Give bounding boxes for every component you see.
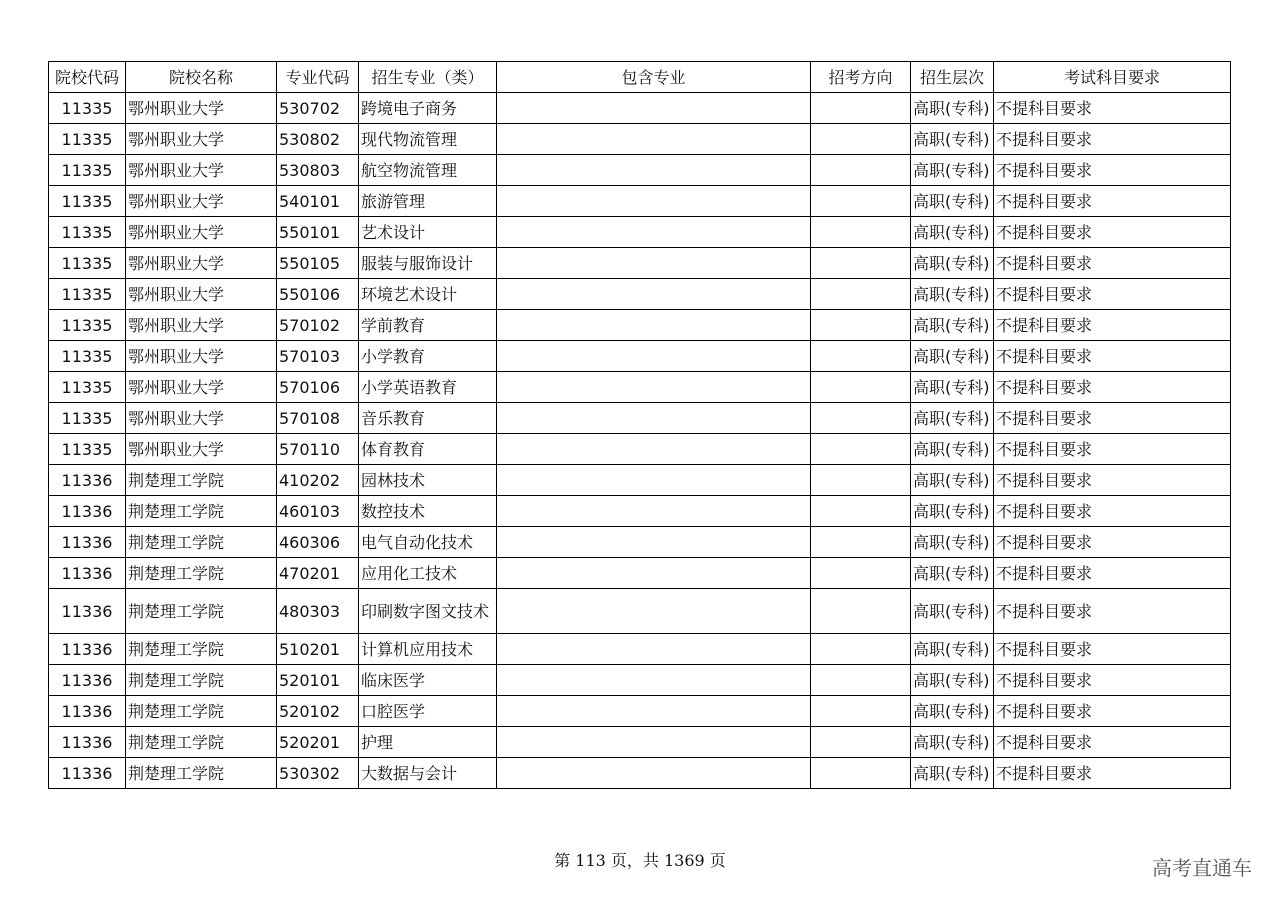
cell-major: 小学英语教育 — [359, 372, 497, 403]
cell-direction — [811, 93, 911, 124]
table-row — [49, 527, 1231, 558]
cell-direction — [811, 403, 911, 434]
cell-school-code: 11335 — [49, 403, 126, 434]
cell-major-code: 550106 — [277, 279, 359, 310]
cell-level: 高职(专科) — [911, 589, 994, 634]
cell-major: 航空物流管理 — [359, 155, 497, 186]
cell-included-majors — [497, 727, 811, 758]
cell-major-code: 550101 — [277, 217, 359, 248]
cell-school-name: 荆楚理工学院 — [126, 527, 277, 558]
cell-major-code: 550105 — [277, 248, 359, 279]
cell-level: 高职(专科) — [911, 279, 994, 310]
cell-school-name: 荆楚理工学院 — [126, 558, 277, 589]
cell-direction — [811, 634, 911, 665]
cell-major: 护理 — [359, 727, 497, 758]
cell-major: 园林技术 — [359, 465, 497, 496]
cell-included-majors — [497, 155, 811, 186]
cell-school-name: 鄂州职业大学 — [126, 155, 277, 186]
cell-subject-requirement: 不提科目要求 — [994, 527, 1231, 558]
cell-major-code: 570103 — [277, 341, 359, 372]
cell-major: 现代物流管理 — [359, 124, 497, 155]
header-school-name: 院校名称 — [126, 62, 277, 93]
cell-school-code: 11336 — [49, 465, 126, 496]
cell-school-code: 11336 — [49, 496, 126, 527]
cell-school-code: 11335 — [49, 248, 126, 279]
cell-school-name: 鄂州职业大学 — [126, 93, 277, 124]
cell-school-code: 11335 — [49, 155, 126, 186]
cell-school-name: 鄂州职业大学 — [126, 372, 277, 403]
cell-major-code: 570106 — [277, 372, 359, 403]
cell-level: 高职(专科) — [911, 217, 994, 248]
table-row — [49, 341, 1231, 372]
cell-school-name: 荆楚理工学院 — [126, 727, 277, 758]
cell-subject-requirement: 不提科目要求 — [994, 155, 1231, 186]
cell-included-majors — [497, 558, 811, 589]
cell-major: 印刷数字图文技术 — [359, 589, 497, 634]
cell-school-name: 鄂州职业大学 — [126, 310, 277, 341]
cell-school-name: 荆楚理工学院 — [126, 758, 277, 789]
cell-major-code: 470201 — [277, 558, 359, 589]
cell-school-name: 鄂州职业大学 — [126, 248, 277, 279]
cell-major-code: 570102 — [277, 310, 359, 341]
cell-included-majors — [497, 434, 811, 465]
cell-school-code: 11335 — [49, 310, 126, 341]
cell-school-code: 11336 — [49, 665, 126, 696]
header-major: 招生专业（类） — [359, 62, 497, 93]
cell-level: 高职(专科) — [911, 527, 994, 558]
cell-subject-requirement: 不提科目要求 — [994, 696, 1231, 727]
table-row — [49, 665, 1231, 696]
table-row — [49, 155, 1231, 186]
table-row — [49, 496, 1231, 527]
cell-subject-requirement: 不提科目要求 — [994, 248, 1231, 279]
cell-school-code: 11335 — [49, 279, 126, 310]
cell-major-code: 540101 — [277, 186, 359, 217]
table-row — [49, 758, 1231, 789]
cell-school-code: 11335 — [49, 217, 126, 248]
table-row — [49, 465, 1231, 496]
cell-level: 高职(专科) — [911, 758, 994, 789]
cell-school-code: 11335 — [49, 124, 126, 155]
cell-level: 高职(专科) — [911, 496, 994, 527]
cell-included-majors — [497, 124, 811, 155]
cell-major-code: 460103 — [277, 496, 359, 527]
cell-major: 小学教育 — [359, 341, 497, 372]
table-row — [49, 186, 1231, 217]
cell-school-name: 荆楚理工学院 — [126, 665, 277, 696]
cell-school-code: 11336 — [49, 727, 126, 758]
cell-school-name: 鄂州职业大学 — [126, 124, 277, 155]
page-footer: 第 113 页，共 1369 页 — [554, 851, 726, 870]
header-direction: 招考方向 — [811, 62, 911, 93]
cell-level: 高职(专科) — [911, 465, 994, 496]
cell-included-majors — [497, 634, 811, 665]
table-row — [49, 403, 1231, 434]
cell-major: 应用化工技术 — [359, 558, 497, 589]
cell-level: 高职(专科) — [911, 434, 994, 465]
admissions-table — [48, 61, 1231, 789]
cell-school-code: 11336 — [49, 527, 126, 558]
cell-major: 音乐教育 — [359, 403, 497, 434]
cell-direction — [811, 665, 911, 696]
cell-subject-requirement: 不提科目要求 — [994, 372, 1231, 403]
cell-school-name: 荆楚理工学院 — [126, 634, 277, 665]
cell-school-name: 鄂州职业大学 — [126, 341, 277, 372]
cell-school-name: 荆楚理工学院 — [126, 696, 277, 727]
cell-level: 高职(专科) — [911, 727, 994, 758]
cell-direction — [811, 589, 911, 634]
cell-included-majors — [497, 665, 811, 696]
cell-school-name: 鄂州职业大学 — [126, 434, 277, 465]
cell-included-majors — [497, 589, 811, 634]
cell-school-name: 鄂州职业大学 — [126, 186, 277, 217]
cell-included-majors — [497, 465, 811, 496]
cell-subject-requirement: 不提科目要求 — [994, 403, 1231, 434]
cell-school-code: 11335 — [49, 341, 126, 372]
cell-school-code: 11336 — [49, 589, 126, 634]
cell-subject-requirement: 不提科目要求 — [994, 310, 1231, 341]
cell-subject-requirement: 不提科目要求 — [994, 341, 1231, 372]
cell-subject-requirement: 不提科目要求 — [994, 217, 1231, 248]
cell-level: 高职(专科) — [911, 93, 994, 124]
cell-direction — [811, 248, 911, 279]
cell-subject-requirement: 不提科目要求 — [994, 465, 1231, 496]
cell-major: 大数据与会计 — [359, 758, 497, 789]
cell-major-code: 570108 — [277, 403, 359, 434]
cell-school-code: 11335 — [49, 186, 126, 217]
header-major-code: 专业代码 — [277, 62, 359, 93]
cell-school-code: 11335 — [49, 372, 126, 403]
table-row — [49, 248, 1231, 279]
table-row — [49, 696, 1231, 727]
cell-school-code: 11336 — [49, 634, 126, 665]
cell-major-code: 520101 — [277, 665, 359, 696]
cell-direction — [811, 527, 911, 558]
cell-direction — [811, 496, 911, 527]
cell-level: 高职(专科) — [911, 124, 994, 155]
cell-direction — [811, 341, 911, 372]
cell-major: 学前教育 — [359, 310, 497, 341]
cell-direction — [811, 124, 911, 155]
header-included-majors: 包含专业 — [497, 62, 811, 93]
cell-school-code: 11335 — [49, 434, 126, 465]
cell-direction — [811, 155, 911, 186]
cell-direction — [811, 186, 911, 217]
cell-school-name: 荆楚理工学院 — [126, 496, 277, 527]
table-row — [49, 727, 1231, 758]
table-row — [49, 589, 1231, 634]
cell-included-majors — [497, 93, 811, 124]
cell-included-majors — [497, 310, 811, 341]
cell-level: 高职(专科) — [911, 665, 994, 696]
cell-major-code: 460306 — [277, 527, 359, 558]
cell-direction — [811, 465, 911, 496]
cell-subject-requirement: 不提科目要求 — [994, 93, 1231, 124]
header-school-code: 院校代码 — [49, 62, 126, 93]
cell-direction — [811, 758, 911, 789]
cell-subject-requirement: 不提科目要求 — [994, 665, 1231, 696]
cell-included-majors — [497, 186, 811, 217]
cell-major: 服装与服饰设计 — [359, 248, 497, 279]
cell-level: 高职(专科) — [911, 558, 994, 589]
cell-school-code: 11336 — [49, 558, 126, 589]
cell-major-code: 530803 — [277, 155, 359, 186]
cell-major-code: 530802 — [277, 124, 359, 155]
cell-subject-requirement: 不提科目要求 — [994, 186, 1231, 217]
header-row — [49, 62, 1231, 93]
table-row — [49, 93, 1231, 124]
cell-subject-requirement: 不提科目要求 — [994, 124, 1231, 155]
cell-school-name: 荆楚理工学院 — [126, 589, 277, 634]
cell-level: 高职(专科) — [911, 696, 994, 727]
cell-direction — [811, 310, 911, 341]
cell-major: 环境艺术设计 — [359, 279, 497, 310]
cell-major: 艺术设计 — [359, 217, 497, 248]
cell-direction — [811, 727, 911, 758]
cell-subject-requirement: 不提科目要求 — [994, 634, 1231, 665]
cell-major-code: 510201 — [277, 634, 359, 665]
cell-direction — [811, 279, 911, 310]
cell-major-code: 520102 — [277, 696, 359, 727]
cell-level: 高职(专科) — [911, 310, 994, 341]
cell-subject-requirement: 不提科目要求 — [994, 434, 1231, 465]
cell-included-majors — [497, 527, 811, 558]
cell-school-name: 鄂州职业大学 — [126, 217, 277, 248]
cell-major: 跨境电子商务 — [359, 93, 497, 124]
cell-school-name: 鄂州职业大学 — [126, 279, 277, 310]
cell-major-code: 480303 — [277, 589, 359, 634]
cell-included-majors — [497, 496, 811, 527]
cell-school-code: 11336 — [49, 696, 126, 727]
cell-included-majors — [497, 372, 811, 403]
table-row — [49, 434, 1231, 465]
cell-included-majors — [497, 758, 811, 789]
cell-major: 电气自动化技术 — [359, 527, 497, 558]
cell-direction — [811, 558, 911, 589]
table-row — [49, 634, 1231, 665]
table-row — [49, 279, 1231, 310]
cell-direction — [811, 217, 911, 248]
cell-major: 口腔医学 — [359, 696, 497, 727]
cell-level: 高职(专科) — [911, 403, 994, 434]
cell-level: 高职(专科) — [911, 155, 994, 186]
cell-subject-requirement: 不提科目要求 — [994, 758, 1231, 789]
cell-major: 临床医学 — [359, 665, 497, 696]
cell-direction — [811, 434, 911, 465]
cell-level: 高职(专科) — [911, 634, 994, 665]
cell-school-code: 11336 — [49, 758, 126, 789]
cell-level: 高职(专科) — [911, 372, 994, 403]
cell-included-majors — [497, 341, 811, 372]
header-level: 招生层次 — [911, 62, 994, 93]
cell-direction — [811, 372, 911, 403]
cell-level: 高职(专科) — [911, 341, 994, 372]
cell-major: 数控技术 — [359, 496, 497, 527]
table-row — [49, 124, 1231, 155]
cell-subject-requirement: 不提科目要求 — [994, 558, 1231, 589]
watermark-text: 高考直通车 — [1152, 856, 1252, 880]
cell-subject-requirement: 不提科目要求 — [994, 727, 1231, 758]
cell-school-name: 荆楚理工学院 — [126, 465, 277, 496]
cell-direction — [811, 696, 911, 727]
cell-major-code: 530702 — [277, 93, 359, 124]
cell-included-majors — [497, 248, 811, 279]
cell-major-code: 530302 — [277, 758, 359, 789]
table-row — [49, 217, 1231, 248]
cell-major-code: 570110 — [277, 434, 359, 465]
header-subject-requirement: 考试科目要求 — [994, 62, 1231, 93]
table-row — [49, 558, 1231, 589]
cell-level: 高职(专科) — [911, 248, 994, 279]
cell-included-majors — [497, 217, 811, 248]
cell-major: 体育教育 — [359, 434, 497, 465]
cell-major-code: 410202 — [277, 465, 359, 496]
cell-school-name: 鄂州职业大学 — [126, 403, 277, 434]
cell-subject-requirement: 不提科目要求 — [994, 589, 1231, 634]
cell-included-majors — [497, 279, 811, 310]
cell-included-majors — [497, 696, 811, 727]
table-row — [49, 372, 1231, 403]
cell-major: 计算机应用技术 — [359, 634, 497, 665]
cell-major: 旅游管理 — [359, 186, 497, 217]
cell-included-majors — [497, 403, 811, 434]
table-row — [49, 310, 1231, 341]
cell-school-code: 11335 — [49, 93, 126, 124]
cell-subject-requirement: 不提科目要求 — [994, 496, 1231, 527]
cell-subject-requirement: 不提科目要求 — [994, 279, 1231, 310]
cell-major-code: 520201 — [277, 727, 359, 758]
cell-level: 高职(专科) — [911, 186, 994, 217]
